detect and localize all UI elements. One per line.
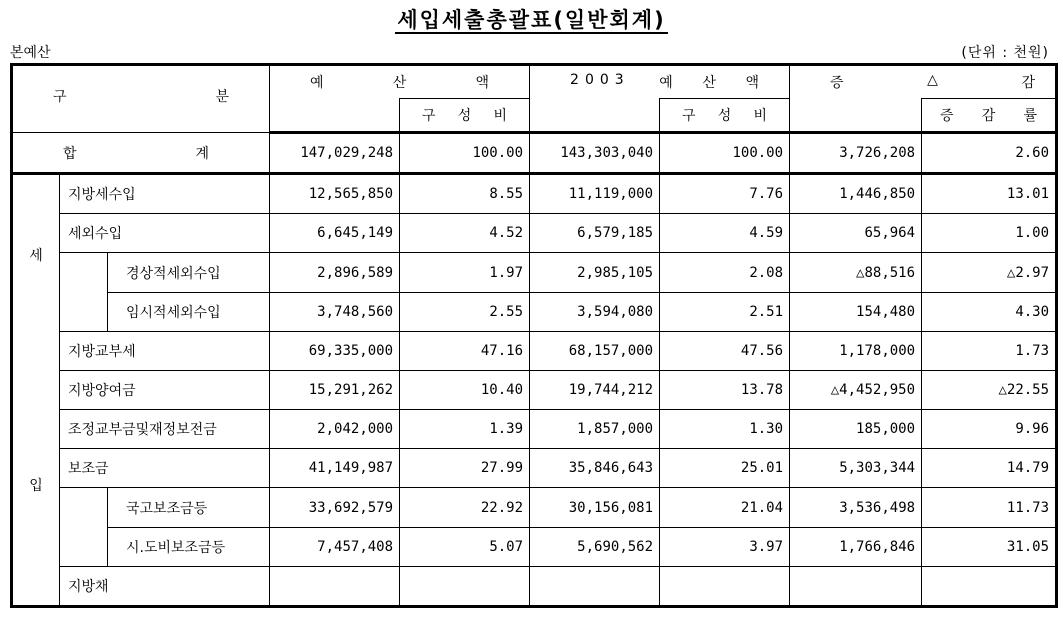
cell-ratio-2003: 2.51 bbox=[660, 293, 790, 332]
cell-ratio-2003: 1.30 bbox=[660, 410, 790, 449]
cell-budget-2003: 1,857,000 bbox=[530, 410, 660, 449]
cell-budget: 3,748,560 bbox=[270, 293, 400, 332]
cell-rate: 14.79 bbox=[922, 449, 1057, 488]
cell-ratio: 47.16 bbox=[400, 332, 530, 371]
cell-change: 65,964 bbox=[790, 214, 922, 253]
cell-change: 1,766,846 bbox=[790, 528, 922, 567]
row-label: 지방양여금 bbox=[60, 371, 270, 410]
cell-rate: 9.96 bbox=[922, 410, 1057, 449]
cell-ratio: 22.92 bbox=[400, 488, 530, 528]
cell-budget-2003: 5,690,562 bbox=[530, 528, 660, 567]
table-row bbox=[12, 410, 1057, 449]
cell-ratio: 1.39 bbox=[400, 410, 530, 449]
row-label: 국고보조금등 bbox=[108, 488, 270, 528]
cell-ratio bbox=[400, 567, 530, 607]
cell-ratio: 8.55 bbox=[400, 174, 530, 214]
cell-budget-2003: 3,594,080 bbox=[530, 293, 660, 332]
cell-budget: 6,645,149 bbox=[270, 214, 400, 253]
row-label: 조정교부금및재정보전금 bbox=[60, 410, 270, 449]
cell-ratio: 10.40 bbox=[400, 371, 530, 410]
row-label: 지방교부세 bbox=[60, 332, 270, 371]
cell-budget: 69,335,000 bbox=[270, 332, 400, 371]
cell-budget: 7,457,408 bbox=[270, 528, 400, 567]
row-label: 지방채 bbox=[60, 567, 270, 607]
table-row bbox=[12, 488, 1057, 528]
cell-change: 5,303,344 bbox=[790, 449, 922, 488]
total-ratio-2003: 100.00 bbox=[660, 133, 790, 174]
cell-budget: 15,291,262 bbox=[270, 371, 400, 410]
cell-budget-2003 bbox=[530, 567, 660, 607]
table-row bbox=[12, 332, 1057, 371]
header-budget: 예 산 액 bbox=[270, 65, 530, 99]
cell-budget: 2,896,589 bbox=[270, 253, 400, 293]
cell-ratio-2003: 2.08 bbox=[660, 253, 790, 293]
table-row bbox=[12, 214, 1057, 253]
cell-change: △4,452,950 bbox=[790, 371, 922, 410]
cell-budget: 41,149,987 bbox=[270, 449, 400, 488]
cell-budget-2003: 30,156,081 bbox=[530, 488, 660, 528]
header-row bbox=[12, 65, 1057, 99]
header-division: 구 분 bbox=[12, 65, 270, 133]
cell-budget-2003: 2,985,105 bbox=[530, 253, 660, 293]
header-change: 증 △ 감 bbox=[790, 65, 1057, 99]
total-change: 3,726,208 bbox=[790, 133, 922, 174]
cell-ratio-2003: 13.78 bbox=[660, 371, 790, 410]
cell-rate bbox=[922, 567, 1057, 607]
cell-change bbox=[790, 567, 922, 607]
cell-ratio: 1.97 bbox=[400, 253, 530, 293]
cell-ratio-2003: 4.59 bbox=[660, 214, 790, 253]
cell-rate: △22.55 bbox=[922, 371, 1057, 410]
cell-change: 3,536,498 bbox=[790, 488, 922, 528]
cell-budget-2003: 35,846,643 bbox=[530, 449, 660, 488]
cell-ratio-2003 bbox=[660, 567, 790, 607]
total-label: 합 계 bbox=[12, 133, 270, 174]
cell-ratio: 4.52 bbox=[400, 214, 530, 253]
cell-budget: 33,692,579 bbox=[270, 488, 400, 528]
row-label: 시.도비보조금등 bbox=[108, 528, 270, 567]
cell-rate: 1.73 bbox=[922, 332, 1057, 371]
total-budget-2003: 143,303,040 bbox=[530, 133, 660, 174]
header-ratio-2003: 구 성 비 bbox=[660, 99, 790, 133]
cell-budget-2003: 68,157,000 bbox=[530, 332, 660, 371]
row-label: 임시적세외수입 bbox=[108, 293, 270, 332]
cell-change: △88,516 bbox=[790, 253, 922, 293]
cell-ratio-2003: 25.01 bbox=[660, 449, 790, 488]
row-label: 경상적세외수입 bbox=[108, 253, 270, 293]
cell-budget bbox=[270, 567, 400, 607]
total-budget: 147,029,248 bbox=[270, 133, 400, 174]
page-title: 세입세출총괄표(일반회계) bbox=[397, 8, 666, 32]
cell-rate: △2.97 bbox=[922, 253, 1057, 293]
cell-ratio-2003: 7.76 bbox=[660, 174, 790, 214]
cell-budget-2003: 6,579,185 bbox=[530, 214, 660, 253]
table-row bbox=[12, 567, 1057, 607]
cell-change: 1,446,850 bbox=[790, 174, 922, 214]
cell-rate: 11.73 bbox=[922, 488, 1057, 528]
side-label: 세 입 bbox=[12, 174, 60, 607]
cell-budget: 2,042,000 bbox=[270, 410, 400, 449]
cell-change: 154,480 bbox=[790, 293, 922, 332]
cell-budget: 12,565,850 bbox=[270, 174, 400, 214]
row-label: 지방세수입 bbox=[60, 174, 270, 214]
total-ratio: 100.00 bbox=[400, 133, 530, 174]
cell-ratio: 2.55 bbox=[400, 293, 530, 332]
header-change-rate: 증 감 률 bbox=[922, 99, 1057, 133]
total-row bbox=[12, 133, 1057, 174]
cell-rate: 1.00 bbox=[922, 214, 1057, 253]
cell-budget-2003: 11,119,000 bbox=[530, 174, 660, 214]
total-rate: 2.60 bbox=[922, 133, 1057, 174]
table-row bbox=[12, 528, 1057, 567]
unit-note: (단위 : 천원) bbox=[961, 45, 1049, 61]
header-ratio: 구 성 비 bbox=[400, 99, 530, 133]
cell-rate: 13.01 bbox=[922, 174, 1057, 214]
cell-ratio-2003: 3.97 bbox=[660, 528, 790, 567]
cell-change: 185,000 bbox=[790, 410, 922, 449]
table-row bbox=[12, 371, 1057, 410]
summary-table bbox=[10, 63, 1058, 608]
cell-rate: 4.30 bbox=[922, 293, 1057, 332]
cell-ratio-2003: 21.04 bbox=[660, 488, 790, 528]
table-row bbox=[12, 253, 1057, 293]
cell-ratio: 5.07 bbox=[400, 528, 530, 567]
budget-type-label: 본예산 bbox=[10, 45, 51, 61]
header-budget-2003: 2003 예 산 액 bbox=[530, 65, 790, 99]
table-row bbox=[12, 293, 1057, 332]
row-label: 세외수입 bbox=[60, 214, 270, 253]
table-row bbox=[12, 174, 1057, 214]
cell-ratio-2003: 47.56 bbox=[660, 332, 790, 371]
table-row bbox=[12, 449, 1057, 488]
cell-ratio: 27.99 bbox=[400, 449, 530, 488]
cell-rate: 31.05 bbox=[922, 528, 1057, 567]
cell-budget-2003: 19,744,212 bbox=[530, 371, 660, 410]
cell-change: 1,178,000 bbox=[790, 332, 922, 371]
row-label: 보조금 bbox=[60, 449, 270, 488]
